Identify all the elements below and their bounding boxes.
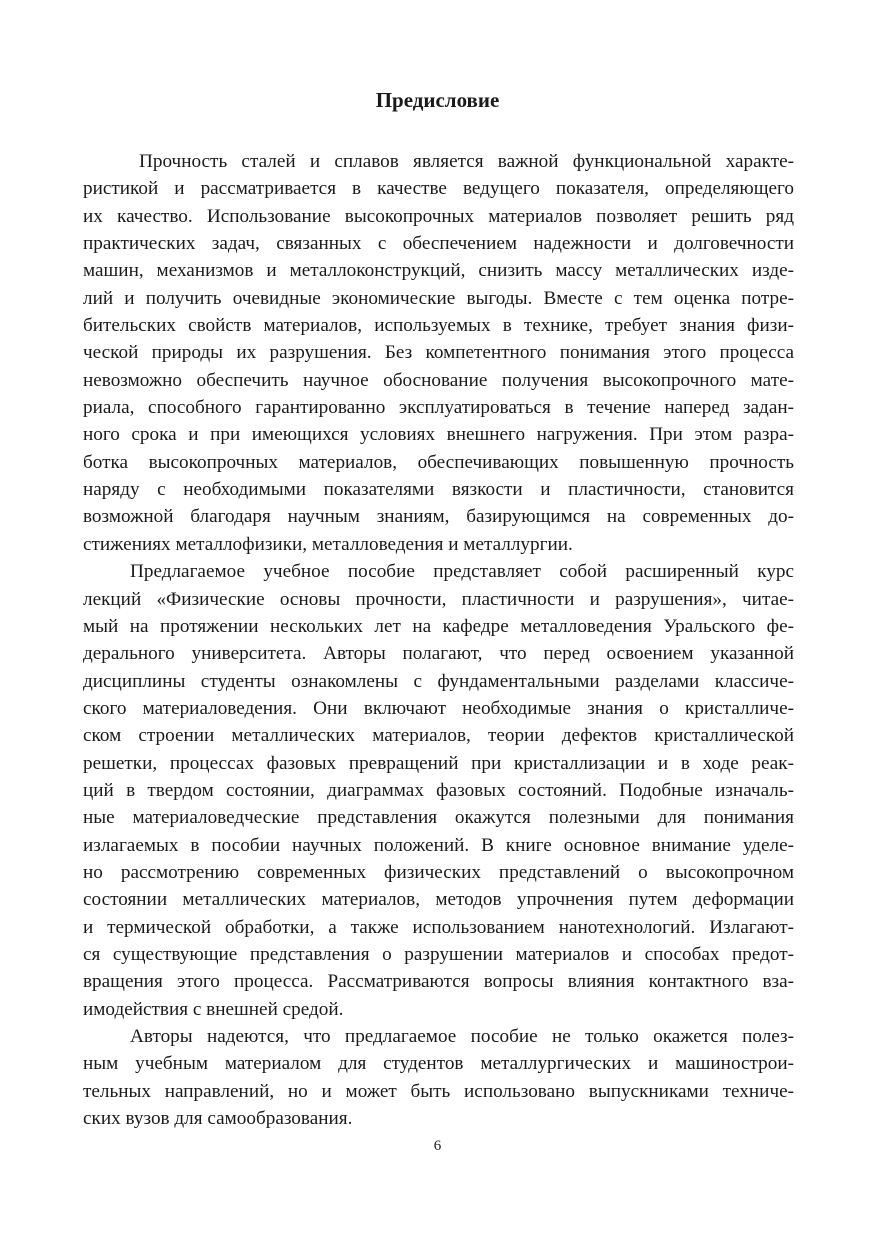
text-line: Авторы надеются, что предлагаемое пособие не только окажется полез-: [130, 1026, 794, 1047]
text-line: Прочность сталей и сплавов является важной функциональной характе-: [139, 151, 794, 172]
page-number: 6: [433, 1138, 442, 1154]
text-line: имодействия с внешней средой.: [83, 998, 344, 1020]
text-line: ным учебным материалом для студентов металлургических и машинострои-: [83, 1053, 794, 1075]
text-line: лекций «Физические основы прочности, пластичности и разрушения», читае-: [83, 588, 794, 610]
text-line: ций в твердом состоянии, диаграммах фазовых состояний. Подобные изначаль-: [83, 779, 794, 801]
text-line: машин, механизмов и металлоконструкций, снизить массу металлических изде-: [83, 260, 794, 282]
text-line: стижениях металлофизики, металловедения и металлургии.: [83, 533, 573, 555]
text-line: состоянии металлических материалов, методов упрочнения путем деформации: [83, 889, 794, 911]
text-line: тельных направлений, но и может быть использовано выпускниками техниче-: [83, 1080, 794, 1102]
text-line: их качество. Использование высокопрочных материалов позволяет решить ряд: [83, 205, 794, 227]
text-line: ся существующие представления о разрушении материалов и способах предот-: [83, 943, 794, 965]
page-title: Предисловие: [375, 88, 500, 112]
text-line: ских вузов для самообразования.: [83, 1108, 353, 1130]
text-line: практических задач, связанных с обеспечением надежности и долговечности: [83, 233, 794, 255]
text-line: невозможно обеспечить научное обоснование получения высокопрочного мате-: [83, 369, 794, 391]
text-line: возможной благодаря научным знаниям, базирующимся на современных до-: [83, 506, 794, 528]
text-line: мый на протяжении нескольких лет на кафедре металловедения Уральского фе-: [83, 615, 794, 637]
text-line: ского материаловедения. Они включают необходимые знания о кристалличе-: [83, 697, 794, 719]
text-line: дисциплины студенты ознакомлены с фундаментальными разделами классиче-: [83, 670, 794, 692]
text-line: Предлагаемое учебное пособие представляет собой расширенный курс: [130, 561, 794, 583]
text-line: бительских свойств материалов, используемых в технике, требует знания физи-: [83, 315, 794, 337]
text-line: и термической обработки, а также использованием нанотехнологий. Излагают-: [83, 916, 794, 938]
paragraph-2: [83, 558, 794, 1023]
text-line: но рассмотрению современных физических представлений о высокопрочном: [83, 861, 794, 883]
text-line: ного срока и при имеющихся условиях внешнего нагружения. При этом разра-: [83, 424, 794, 446]
text-line: дерального университета. Авторы полагают, что перед освоением указанной: [83, 643, 794, 665]
text-line: ные материаловедческие представления окажутся полезными для понимания: [83, 807, 794, 829]
text-line: лий и получить очевидные экономические выгоды. Вместе с тем оценка потре-: [83, 287, 794, 309]
text-line: решетки, процессах фазовых превращений при кристаллизации и в ходе реак-: [83, 752, 794, 774]
text-line: риала, способного гарантированно эксплуатироваться в течение наперед задан-: [83, 397, 794, 419]
text-line: вращения этого процесса. Рассматриваются вопросы влияния контактного вза-: [83, 971, 794, 993]
text-line: ческой природы их разрушения. Без компетентного понимания этого процесса: [83, 342, 794, 364]
paragraph-1: [83, 148, 794, 558]
body-text: [83, 148, 794, 1132]
text-line: ском строении металлических материалов, теории дефектов кристаллической: [83, 725, 794, 747]
paragraph-3: [83, 1023, 794, 1132]
text-line: ботка высокопрочных материалов, обеспечивающих повышенную прочность: [83, 451, 794, 473]
text-line: излагаемых в пособии научных положений. В книге основное внимание уделе-: [83, 834, 794, 856]
text-line: ристикой и рассматривается в качестве ведущего показателя, определяющего: [83, 178, 794, 200]
text-line: наряду с необходимыми показателями вязкости и пластичности, становится: [83, 479, 794, 501]
